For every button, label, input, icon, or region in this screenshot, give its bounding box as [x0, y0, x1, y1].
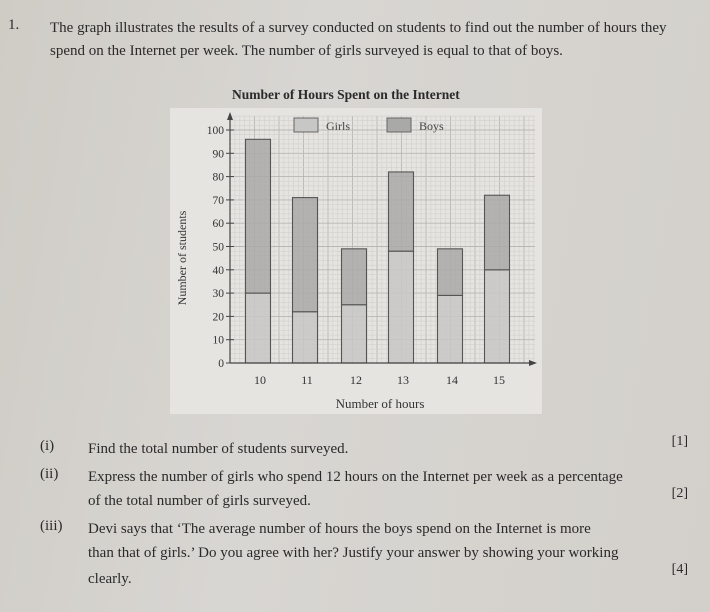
y-tick-label: 0: [218, 358, 224, 370]
y-tick-label: 90: [212, 148, 224, 161]
bar-girls-12: [342, 305, 367, 363]
legend-label-girls: Girls: [326, 119, 350, 133]
bar-boys-15: [485, 195, 510, 270]
bar-boys-10: [246, 139, 271, 293]
part-ii-label: (ii): [40, 466, 59, 482]
x-tick-label: 11: [301, 373, 313, 387]
y-tick-label: 10: [212, 334, 224, 347]
part-iii-label: (iii): [40, 518, 63, 534]
question-number: 1.: [8, 17, 20, 33]
bar-boys-11: [293, 198, 318, 312]
x-tick-label: 14: [446, 373, 458, 387]
bar-girls-11: [293, 312, 318, 363]
part-iii-line3: clearly.: [88, 571, 132, 587]
part-i-label: (i): [40, 438, 55, 454]
part-ii-marks: [2]: [671, 486, 688, 501]
bar-boys-14: [438, 249, 463, 296]
question-intro: The graph illustrates the results of a survey conducted on students to find out the number of hours they spend on the Internet per week. The number of girls surveyed is equal to that of boys.: [50, 20, 667, 59]
legend-swatch-girls: [294, 118, 318, 132]
bar-girls-15: [485, 270, 510, 363]
y-axis-title: Number of students: [175, 210, 189, 306]
y-tick-label: 20: [212, 311, 224, 324]
part-iii-line1: Devi says that ‘The average number of hours the boys spend on the Internet is more: [88, 521, 591, 537]
part-ii-line1: Express the number of girls who spend 12 hours on the Internet per week as a percentage: [88, 469, 623, 485]
y-tick-label: 100: [206, 125, 224, 137]
chart-title: Number of Hours Spent on the Internet: [232, 87, 460, 102]
legend-swatch-boys: [387, 118, 411, 132]
bar-girls-13: [389, 251, 414, 363]
x-tick-label: 10: [254, 373, 266, 387]
part-ii-line2: of the total number of girls surveyed.: [88, 493, 311, 509]
part-i-marks: [1]: [671, 434, 688, 449]
y-tick-label: 30: [212, 288, 224, 301]
bar-girls-10: [246, 293, 271, 363]
y-tick-label: 80: [212, 171, 224, 184]
x-tick-label: 12: [350, 373, 362, 387]
stacked-bar-chart: [170, 108, 542, 414]
y-tick-label: 50: [212, 241, 224, 254]
y-tick-label: 70: [212, 194, 224, 207]
y-tick-label: 60: [212, 218, 224, 231]
x-tick-label: 13: [397, 373, 409, 387]
part-i-text: Find the total number of students surveyed.: [88, 441, 349, 457]
y-tick-label: 40: [212, 264, 224, 277]
bar-boys-13: [389, 172, 414, 251]
bar-boys-12: [342, 249, 367, 305]
chart-svg: [170, 108, 542, 414]
x-axis-title: Number of hours: [335, 396, 425, 411]
bar-girls-14: [438, 295, 463, 363]
legend-label-boys: Boys: [419, 119, 444, 133]
x-tick-label: 15: [493, 373, 505, 387]
part-iii-line2: than that of girls.’ Do you agree with her? Justify your answer by showing your working: [88, 545, 619, 561]
part-iii-marks: [4]: [671, 562, 688, 577]
